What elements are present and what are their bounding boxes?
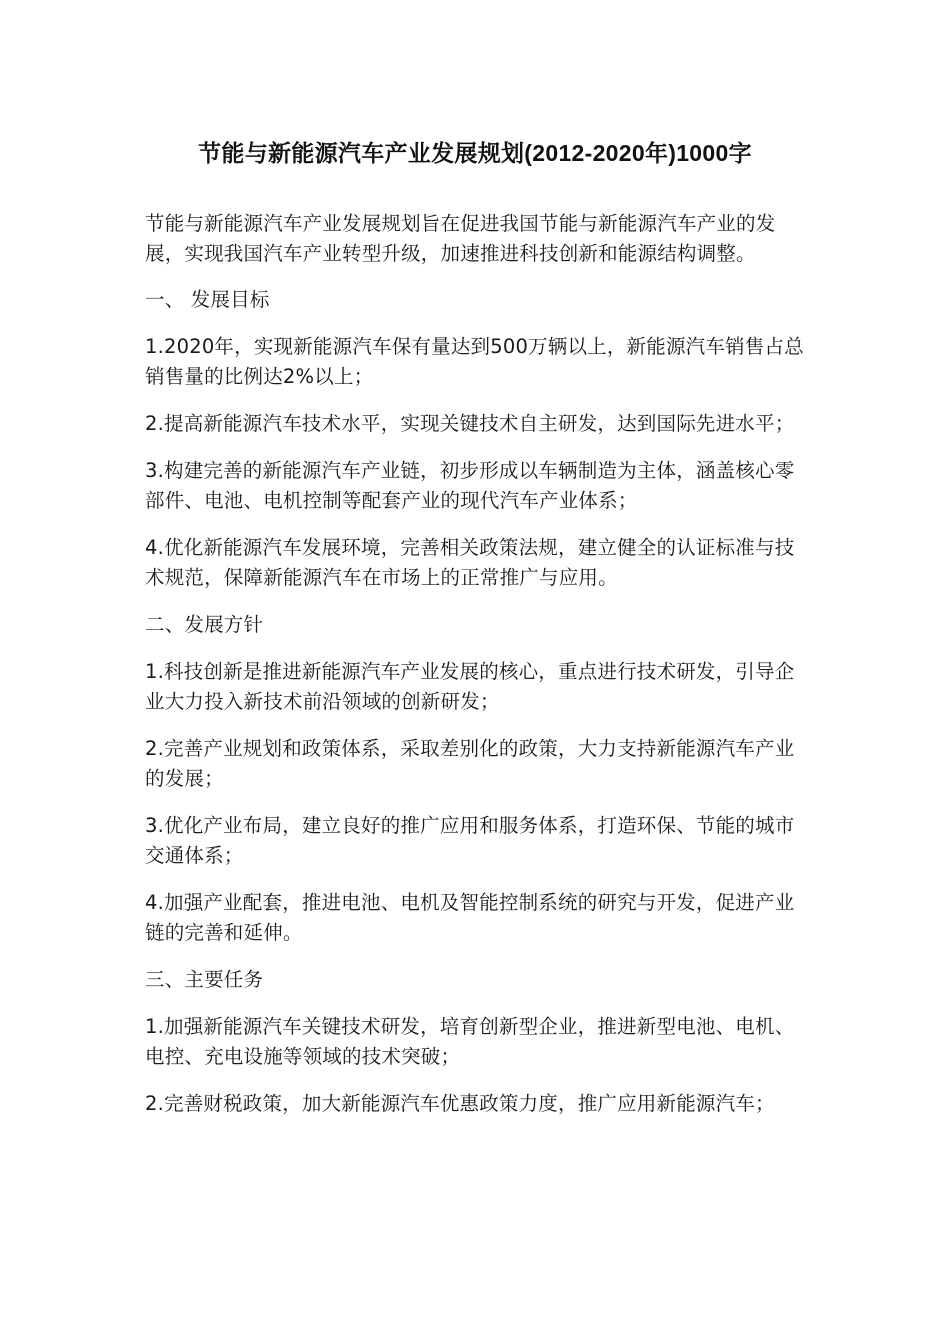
section-heading-tasks: 三、主要任务 (145, 968, 264, 991)
goal-item-4: 4.优化新能源汽车发展环境，完善相关政策法规，建立健全的认证标准与技术规范，保障新能源汽车在市场上的正常推广与应用。 (145, 536, 795, 589)
goal-item-2: 2.提高新能源汽车技术水平，实现关键技术自主研发，达到国际先进水平； (145, 412, 795, 435)
document-body (145, 209, 813, 1136)
document-title: 节能与新能源汽车产业发展规划(2012-2020年)1000字 (198, 140, 752, 166)
policy-item-4: 4.加强产业配套，推进电池、电机及智能控制系统的研究与开发，促进产业链的完善和延伸。 (145, 891, 795, 944)
section-heading-goals: 一、 发展目标 (145, 288, 270, 311)
intro-paragraph: 节能与新能源汽车产业发展规划旨在促进我国节能与新能源汽车产业的发展，实现我国汽车产业转型升级，加速推进科技创新和能源结构调整。 (145, 212, 776, 265)
goal-item-1: 1.2020年，实现新能源汽车保有量达到500万辆以上，新能源汽车销售占总销售量的比例达2%以上； (145, 335, 804, 388)
task-item-1: 1.加强新能源汽车关键技术研发，培育创新型企业，推进新型电池、电机、电控、充电设施等领域的技术突破； (145, 1015, 795, 1068)
task-item-2: 2.完善财税政策，加大新能源汽车优惠政策力度，推广应用新能源汽车； (145, 1092, 775, 1115)
policy-item-2: 2.完善产业规划和政策体系，采取差别化的政策，大力支持新能源汽车产业的发展； (145, 737, 795, 790)
section-heading-policy: 二、发展方针 (145, 613, 264, 636)
policy-item-3: 3.优化产业布局，建立良好的推广应用和服务体系，打造环保、节能的城市交通体系； (145, 814, 795, 867)
policy-item-1: 1.科技创新是推进新能源汽车产业发展的核心，重点进行技术研发，引导企业大力投入新技术前沿领域的创新研发； (145, 660, 795, 713)
goal-item-3: 3.构建完善的新能源汽车产业链，初步形成以车辆制造为主体，涵盖核心零部件、电池、电机控制等配套产业的现代汽车产业体系； (145, 459, 795, 512)
